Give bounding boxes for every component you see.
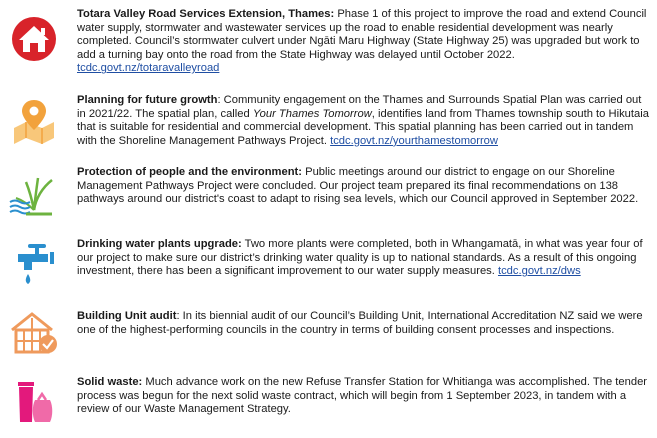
entry-text [77,94,649,148]
entry-text [77,310,649,337]
water-tap-icon [8,242,60,288]
entry-title: Protection of people and the environment: [77,166,303,178]
coastal-plant-icon [8,170,60,216]
entry-body: Two more plants were completed, both in Whangamatā, in what was year four of our project to make sure our district’s drinking water quality is up to national standards. As a result of this ongoing investment, there has been a significant improvement to our water supply measures. [77,238,643,278]
entry-body: : Community engagement on the Thames and Surrounds Spatial Plan was carried out in 2021/22. The spatial plan, called [77,94,642,120]
entry-title: Totara Valley Road Services Extension, Thames: [77,8,335,20]
entry-body: Much advance work on the new Refuse Transfer Station for Whitianga was accomplished. The tender process was begun for the next solid waste contract, which will begin from 1 September 2023, in tandem with a review of our Waste Management Strategy. [77,376,648,416]
entry-text [77,376,649,417]
your-thames-link[interactable]: tcdc.govt.nz/yourthamestomorrow [330,134,498,147]
entry-text [77,238,649,279]
entry-title: Solid waste: [77,376,143,388]
entry-body: Public meetings around our district to engage on our Shoreline Management Pathways Project were concluded. Our project team prepared its final recommendations on 138 pathways around our district's coast to adapt to rising sea levels, which our Council approved in September 2022. [77,166,639,206]
entry-title: Planning for future growth [77,94,218,106]
entry-title: Drinking water plants upgrade: [77,238,242,250]
spatial-plan-name: Your Thames Tomorrow [252,107,372,120]
map-pin-icon [8,98,60,144]
entry-title: Building Unit audit [77,310,177,322]
entry-body: Phase 1 of this project to improve the road and extend Council water supply, stormwater and wastewater services up the road to enable residential development was nearly completed. Council’s stormwater culvert under Ngāti Maru Highway (State Highway 25) was upgraded but work to add a turning bay onto the road from the State Highway was delayed until October 2022. [77,8,647,61]
entry-body: , identifies land from Thames township south to Hikutaia that is suitable for residential and commercial development. This spatial planning has been carried out in tandem with the Shoreline Management Pathways Project. [77,107,649,147]
waste-bin-icon [8,378,60,424]
building-check-icon [8,310,60,356]
totara-valley-link[interactable]: tcdc.govt.nz/totaravalleyroad [77,62,220,75]
dws-link[interactable]: tcdc.govt.nz/dws [497,265,581,278]
entry-body: : In its biennial audit of our Council’s Building Unit, International Accreditation NZ said we were one of the highest-performing councils in the country in terms of building consent processes and inspections. [77,310,643,336]
entry-text [77,166,649,207]
entry-text [77,8,649,76]
house-icon [8,16,60,62]
